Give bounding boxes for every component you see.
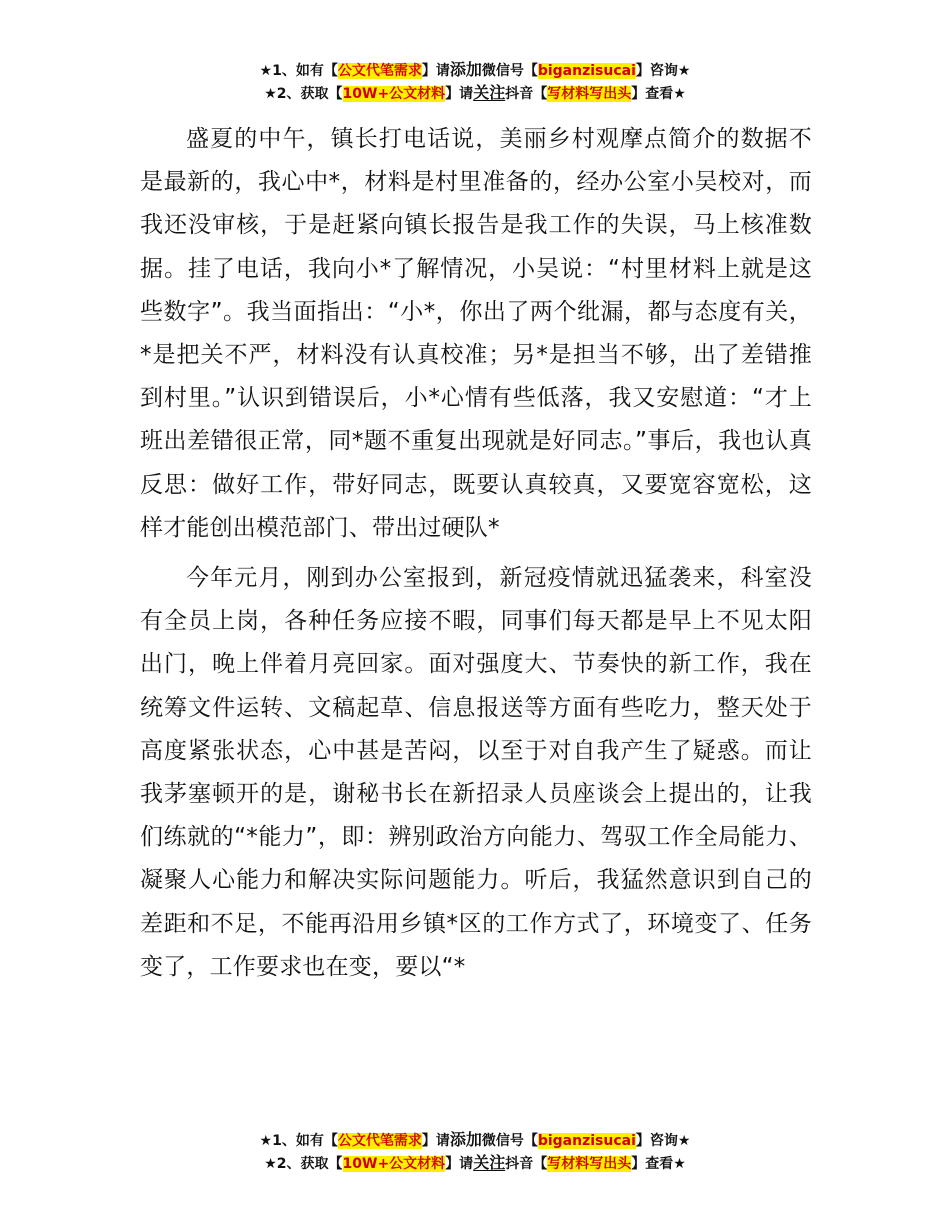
banner-text: 】查看★ — [631, 86, 686, 102]
banner-text: 】咨询★ — [635, 63, 691, 79]
banner-text: 微信号【 — [481, 63, 538, 79]
banner-line-2 — [0, 82, 950, 105]
banner-text: ★2、获取【 — [264, 86, 343, 102]
banner-line-1 — [0, 59, 950, 82]
banner-text: 微信号【 — [481, 1133, 538, 1149]
banner-text: 抖音【 — [505, 86, 548, 102]
banner-text: ★1、如有【 — [259, 63, 338, 79]
follow-emphasis: 关注 — [473, 1153, 506, 1172]
follow-emphasis: 关注 — [473, 83, 506, 102]
wechat-id-highlight: biganzisucai — [537, 63, 636, 79]
add-emphasis: 添加 — [449, 1130, 482, 1149]
banner-text: 】查看★ — [631, 1156, 686, 1172]
banner-text: 】请 — [445, 86, 474, 102]
banner-text: 】请 — [445, 1156, 474, 1172]
add-emphasis: 添加 — [449, 60, 482, 79]
banner-line-2 — [0, 1152, 950, 1175]
banner-text: ★2、获取【 — [264, 1156, 343, 1172]
document-body — [140, 118, 812, 996]
banner-text: 】请 — [421, 63, 450, 79]
material-highlight: 10W+公文材料 — [342, 1156, 446, 1172]
paragraph: 今年元月，刚到办公室报到，新冠疫情就迅猛袭来，科室没有全员上岗，各种任务应接不暇，同事们每天都是早上不见太阳出门，晚上伴着月亮回家。面对强度大、节奏快的新工作，我在统筹文件运转、文稿起草、信息报送等方面有些吃力，整天处于高度紧张状态，心中甚是苦闷，以至于对自我产生了疑惑。而让我茅塞顿开的是，谢秘书长在新招录人员座谈会上提出的，让我们练就的“*能力”，即：辨别政治方向能力、驾驭工作全局能力、凝聚人心能力和解决实际问题能力。听后，我猛然意识到自己的差距和不足，不能再沿用乡镇*区的工作方式了，环境变了、任务变了，工作要求也在变，要以“* — [140, 565, 812, 980]
service-highlight: 公文代笔需求 — [337, 63, 422, 79]
douyin-account-highlight: 写材料写出头 — [547, 1156, 632, 1172]
footer-banner — [0, 1129, 950, 1175]
paragraph: 盛夏的中午，镇长打电话说，美丽乡村观摩点简介的数据不是最新的，我心中*，材料是村里准备的，经办公室小吴校对，而我还没审核，于是赶紧向镇长报告是我工作的失误，马上核准数据。挂了电话，我向小*了解情况，小吴说：“村里材料上就是这些数字”。我当面指出：“小*，你出了两个纰漏，都与态度有关，*是把关不严，材料没有认真校准；另*是担当不够，出了差错推到村里。”认识到错误后，小*心情有些低落，我又安慰道：“才上班出差错很正常，同*题不重复出现就是好同志。”事后，我也认真反思：做好工作，带好同志，既要认真较真，又要宽容宽松，这样才能创出模范部门、带出过硬队* — [140, 126, 812, 541]
service-highlight: 公文代笔需求 — [337, 1133, 422, 1149]
header-banner — [0, 59, 950, 105]
banner-text: ★1、如有【 — [259, 1133, 338, 1149]
banner-line-1 — [0, 1129, 950, 1152]
banner-text: 】请 — [421, 1133, 450, 1149]
material-highlight: 10W+公文材料 — [342, 86, 446, 102]
douyin-account-highlight: 写材料写出头 — [547, 86, 632, 102]
wechat-id-highlight: biganzisucai — [537, 1133, 636, 1149]
banner-text: 】咨询★ — [635, 1133, 691, 1149]
banner-text: 抖音【 — [505, 1156, 548, 1172]
